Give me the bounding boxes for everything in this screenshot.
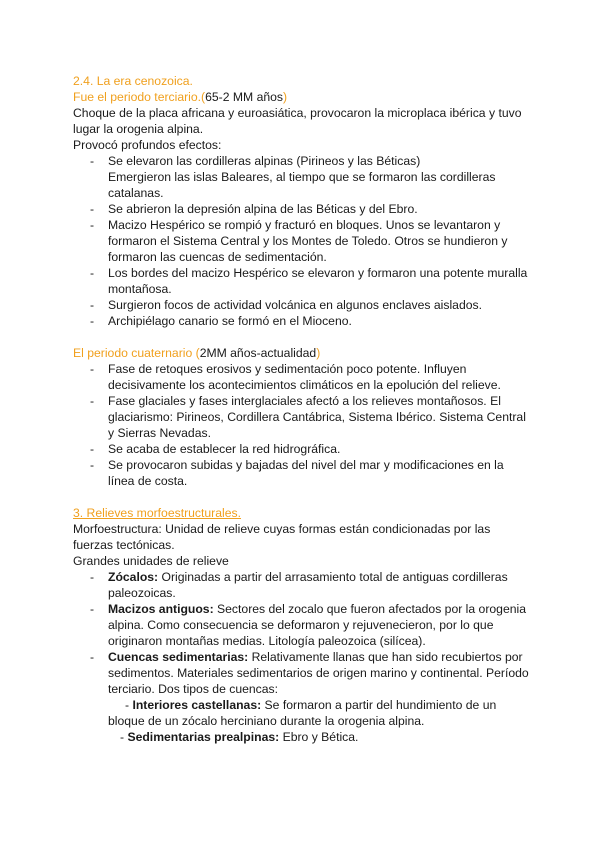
effects-list (73, 153, 533, 329)
spacer (73, 489, 533, 505)
list-item: - Se abrieron la depresión alpina de las Béticas y del Ebro. (73, 201, 533, 217)
subtype-text: Se formaron a partir del hundimiento de un bloque de un zócalo herciniano durante la orogenia alpina. (108, 698, 497, 728)
subtype-prealpinas (73, 729, 533, 745)
list-item-continuation: Emergieron las islas Baleares, al tiempo que se formaron las cordilleras catalanas. (108, 170, 496, 200)
spacer (73, 329, 533, 345)
list-item: - Fase glaciales y fases interglaciales afectó a los relieves montañosos. El glaciarismo: Pirineos, Cordillera Cantábrica, Sistema Ibérico. Sistema Central y Sierras Nevadas. (73, 393, 533, 441)
unit-term: Cuencas sedimentarias: (108, 650, 249, 664)
list-item (73, 649, 533, 697)
list-item (73, 153, 533, 201)
terciario-close: ) (283, 90, 288, 104)
subtype-term: Interiores castellanas: (132, 698, 262, 712)
subtype-prefix: - (125, 698, 133, 712)
section-title-relieves: 3. Relieves morfoestructurales. (73, 506, 241, 520)
list-item: - Los bordes del macizo Hespérico se elevaron y formaron una potente muralla montañosa. (73, 265, 533, 297)
terciario-heading (73, 89, 533, 105)
cuaternario-label: El periodo cuaternario ( (73, 346, 200, 360)
cuaternario-heading (73, 345, 533, 361)
list-item: - Surgieron focos de actividad volcánica en algunos enclaves aislados. (73, 297, 533, 313)
list-item: - Se provocaron subidas y bajadas del nivel del mar y modificaciones en la línea de costa. (73, 457, 533, 489)
paragraph-grandes-unidades: Grandes unidades de relieve (73, 554, 229, 568)
terciario-range: 65-2 MM años (205, 90, 283, 104)
terciario-label: Fue el periodo terciario.( (73, 90, 206, 104)
unit-term: Macizos antiguos: (108, 602, 214, 616)
list-item: - Macizo Hespérico se rompió y fracturó en bloques. Unos se levantaron y formaron el Sistema Central y los Montes de Toledo. Otros se hundieron y formaron las cuencas de sedimentación. (73, 217, 533, 265)
cuaternario-range: 2MM años-actualidad (199, 346, 317, 360)
subtype-text: Ebro y Bética. (279, 730, 359, 744)
section-title-era-cenozoica: 2.4. La era cenozoica. (73, 74, 193, 88)
paragraph-morfoestructura: Morfoestructura: Unidad de relieve cuyas formas están condicionadas por las fuerzas tectónicas. (73, 522, 491, 552)
unit-text: Sectores del zocalo que fueron afectados por la orogenia alpina. Como consecuencia se deformaron y rejuvenecieron, por lo que originaron montañas medias. Litología paleozoica (silícea). (108, 602, 526, 648)
list-item (73, 569, 533, 601)
list-item (73, 601, 533, 649)
units-list (73, 569, 533, 697)
unit-text: Originadas a partir del arrasamiento total de antiguas cordilleras paleozoicas. (108, 570, 508, 600)
subtype-term: Sedimentarias prealpinas: (127, 730, 280, 744)
paragraph-efectos: Provocó profundos efectos: (73, 138, 222, 152)
cuaternario-close: ) (316, 346, 321, 360)
unit-term: Zócalos: (108, 570, 159, 584)
list-item: - Se acaba de establecer la red hidrográfica. (73, 441, 533, 457)
cuaternario-list (73, 361, 533, 489)
subtype-prefix: - (120, 730, 128, 744)
list-item-text: - Se elevaron las cordilleras alpinas (Pirineos y las Béticas) (108, 154, 421, 168)
unit-text: Relativamente llanas que han sido recubiertos por sedimentos. Materiales sedimentarios de origen marino y continental. Período terciario. Dos tipos de cuencas: (108, 650, 529, 696)
list-item: - Fase de retoques erosivos y sedimentación poco potente. Influyen decisivamente los acontecimientos climáticos en la epolución del relieve. (73, 361, 533, 393)
document-page (73, 73, 533, 745)
paragraph-choque: Choque de la placa africana y euroasiática, provocaron la microplaca ibérica y tuvo lugar la orogenia alpina. (73, 106, 522, 136)
list-item: - Archipiélago canario se formó en el Mioceno. (73, 313, 533, 329)
subtype-interiores (73, 697, 533, 729)
